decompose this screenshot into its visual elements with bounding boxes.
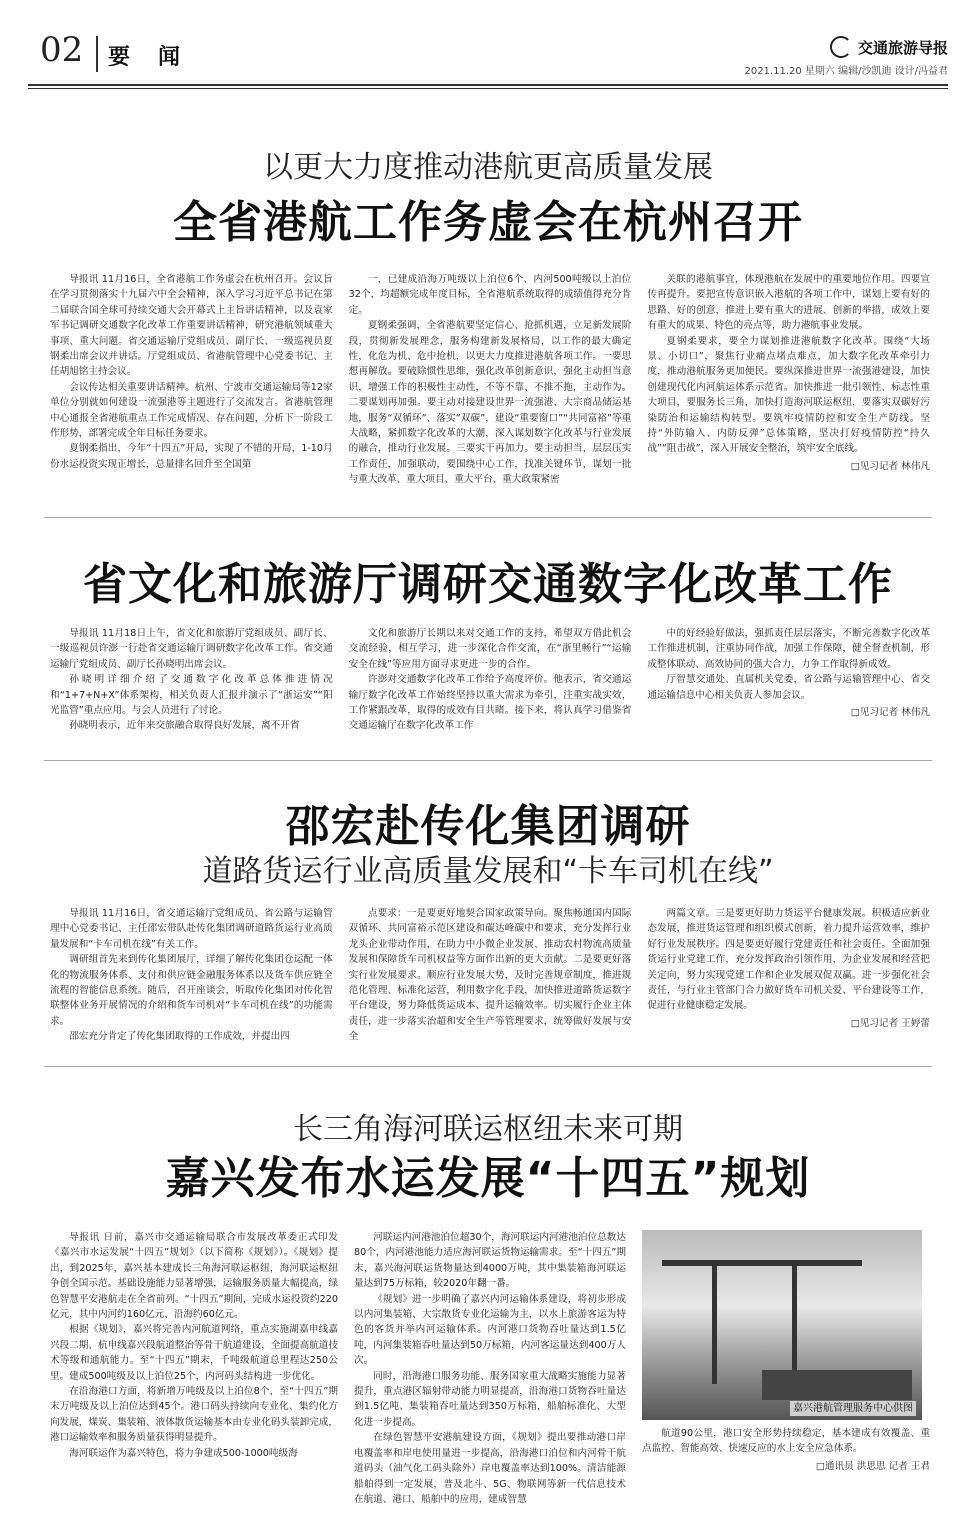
divider-2 xyxy=(44,760,932,761)
article-1-col-3: 关联的港航事宜，体现港航在发展中的重要地位作用。四要宣传再提升。要把宣传意识嵌入港航的各项工作中，谋划上要有好的思路、好的创意，推进上要有重大的进展、创新的举措，成效上要有重大的成果、特色的亮点等，助力港航事业发展。 夏钢柔要求，要全力谋划推进港航数字化改革。围绕“大场景、小切口”，聚焦行业痛点堵点难点，加大数字化改革牵引力度，推动港航服务更加便民。要纵深推进世界一流强港建设，加快创建现代化内河航运体系示范省。加快推进一批引领性、标志性重大项目，要服务长三角，加快打造海河联运枢纽，要落实双碳好污染防治和运输结构转型。要筑牢疫情防控和安全生产防线。坚持“外防输入、内防反弹”总体策略，坚决打好疫情防控“持久战”“阻击战”，深入开展安全整治，筑牢安全底线。 □见习记者 林伟凡 xyxy=(647,272,930,502)
header-rule xyxy=(28,84,948,86)
article-1-subtitle: 以更大力度推动港航更高质量发展 xyxy=(263,150,713,185)
divider-1 xyxy=(44,517,932,518)
divider-3 xyxy=(44,1066,932,1067)
section-name: 要闻 xyxy=(108,45,209,70)
article-1-body xyxy=(50,272,930,502)
article-3-body xyxy=(50,906,930,1042)
page-header xyxy=(0,0,976,92)
port-crane-photo xyxy=(642,1230,922,1420)
article-1-col-2: 一，已建成沿海万吨级以上泊位6个、内河500吨级以上泊位32个，均超额完成年度目标，全省港航系统取得的成绩值得充分肯定。 夏钢柔强调，全省港航要坚定信心、抢抓机遇，立足新发展阶段，贯彻新发展理念，服务构建新发展格局，以工作的最大确定性，化危为机、危中抢机，以更大力度推进港航各项工作。一要思想再解放。要破除惯性思维，强化改革创新意识，强化主动担当意识，增强工作的积极性主动性，不等不靠、不推不拖，主动作为。二要谋划再加强。要主动对接建设世界一流强港、大宗商品储运基地，服务“双循环”、落实“双碳”，建设“重要窗口”“共同富裕”等重大战略，紧抓数字化改革的大潮，深入谋划数字化改革与行业发展的融合，推动行业发展。三要实干再加力。要主动担当，层层压实工作责任，加强联动，要围绕中心工作，找准关键环节，谋划一批与重大改革、重大项目、重大平台、重大政策紧密 xyxy=(348,274,632,486)
article-1-title: 全省港航工作务虚会在杭州召开 xyxy=(173,197,803,248)
article-3-byline: □见习记者 王婷蕾 xyxy=(850,1017,931,1029)
article-4-col-2: 河联运内河港池泊位超30个，海河联运内河港池泊位总数达80个，内河港池能力适应海河联运货物运输需求。至“十四五”期末，嘉兴海河联运货物量达到4000万吨，其中集装箱海河联运量达到75万标箱，较2020年翻一番。 《规划》进一步明确了嘉兴内河运输体系建设，将初步形成以内河集装箱、大宗散货专业化运输为主，以水上旅游客运为特色的客货并举内河运输体系。内河港口货物吞吐量达到1.5亿吨，内河集装箱吞吐量达到50万标箱，内河客运量达到400万人次。 同时，沿海港口服务功能、服务国家重大战略实施能力显著提升，重点港区辐射带动能力明显提高，沿海港口货物吞吐量达到1.5亿吨、集装箱吞吐量达到350万标箱，船舶标准化、大型化进一步提高。 在绿色智慧平安港航建设方面，《规划》提出要推动港口岸电覆盖率和岸电使用量进一步提高，沿海港口泊位和内河骨干航道码头（油气化工码头除外）岸电覆盖率达到100%。清洁能源船舶得到一定发展，普及北斗、5G、物联网等新一代信息技术在航道、港口、船舶中的应用，建成智慧 xyxy=(354,1232,626,1505)
brand-logo-icon xyxy=(830,36,852,58)
article-1-byline: □见习记者 林伟凡 xyxy=(850,460,931,472)
article-2-title: 省文化和旅游厅调研交通数字化改革工作 xyxy=(83,559,893,610)
article-4-col-3: 嘉兴港航管理服务中心供图 航道90公里，港口安全形势持续稳定，基本建成有效覆盖、重点监控、智能高效、快速反应的水上安全应急体系。 □通讯员 洪思思 记者 王君 xyxy=(642,1230,930,1498)
header-rule-thin xyxy=(28,88,948,89)
page-number: 02 xyxy=(40,30,84,70)
article-3-col-2: 点要求：一是要更好地契合国家政策导向。聚焦畅通国内国际双循环、共同富裕示范区建设和碳达峰碳中和要求，充分发挥行业龙头企业带动作用，在助力中小微企业发展、推动农村物流高质量发展和保障货车司机权益等方面作出新的更大贡献。二是要更好落实行业发展要求。顺应行业发展大势，及时完善规章制度，推进规范化管理、标准化运营，利用数字化手段，加快推进道路货运数字平台建设，努力降低货运成本、提升运输效率。切实履行企业主体责任，进一步落实治超和安全生产等管理要求，统筹做好发展与安全 xyxy=(348,908,632,1043)
dateline: 2021.11.20 星期六 编辑/沙凯迪 设计/冯益君 xyxy=(744,66,948,77)
article-2-col-3: 中的好经验好做法，强抓责任层层落实，不断完善数字化改革工作推进机制，注重协同作战，加强工作保障，健全督查机制，形成整体联动、高效协同的强大合力，力争工作取得新成效。 厅智慧交通处、直属机关党委，省公路与运输管理中心、省交通运输信息中心相关负责人参加会议。 □见习记者 林伟凡 xyxy=(647,626,930,734)
photo-caption: 嘉兴港航管理服务中心供图 xyxy=(790,1401,916,1416)
article-3-subtitle: 道路货运行业高质量发展和“卡车司机在线” xyxy=(202,854,774,889)
article-2-byline: □见习记者 林伟凡 xyxy=(850,707,931,719)
article-4-col-1: 导报讯 日前，嘉兴市交通运输局联合市发展改革委正式印发《嘉兴市水运发展“十四五”规划》（以下简称《规划》）。《规划》提出，到2025年，嘉兴基本建成长三角海河联运枢纽，海河联运枢纽争创全国示范。基础设施能力显著增强，运输服务质量大幅提高，绿色智慧平安港航走在全省前列。“十四五”期间，完成水运投资约220亿元，其中内河约160亿元、沿海约60亿元。 根据《规划》，嘉兴将完善内河航道网络，重点实施湖嘉申线嘉兴段二期、杭申线嘉兴段航道整治等骨干航道建设，全面提高航道技术等级和通航能力。至“十四五”期末，千吨级航道总里程达250公里。建成500吨级及以上泊位25个，内河码头结构进一步优化。 在沿海港口方面，将新增万吨级及以上泊位8个，至“十四五”期末万吨级及以上泊位达到45个。港口码头持续向专业化、集约化方向发展，煤炭、集装箱、液体散货运输基本由专业化码头装卸完成，港口运输效率和服务质量获得明显提升。 海河联运作为嘉兴特色，将力争建成500-1000吨级海 xyxy=(50,1232,338,1459)
article-2-body xyxy=(50,626,930,734)
article-1-col-1: 导报讯 11月16日，全省港航工作务虚会在杭州召开。会议旨在学习贯彻落实十九届六中全会精神，深入学习习近平总书记在第二届联合国全球可持续交通大会开幕式上主旨讲话精神，以及袁家军书记调研交通数字化改革工作重要讲话精神，研究港航领域重大事项、重大问题。省交通运输厅党组成员、副厅长、一级巡视员夏钢柔出席会议并讲话。厅党组成员、省港航管理中心党委书记、主任胡旭铭主持会议。 会议传达相关重要讲话精神。杭州、宁波市交通运输局等12家单位分别就如何建设一流强港等主题进行了交流发言。省港航管理中心通报全省港航重点工作完成情况、存在问题，分析下一阶段工作形势，部署完成全年目标任务要求。 夏钢柔指出，今年“十四五”开局，实现了不错的开局，1-10月份水运投资实现正增长，总量排名回升至全国第 xyxy=(50,274,333,470)
article-3-col-1: 导报讯 11月16日，省交通运输厅党组成员、省公路与运输管理中心党委书记、主任邵宏带队赴传化集团调研道路货运行业高质量发展和“卡车司机在线”有关工作。 调研组首先来到传化集团展厅，详细了解传化集团仓运配一体化的物流服务体系、支付和供应链金融服务体系以及货车供应链全流程的智能信息系统。随后，召开座谈会，听取传化集团对传化智联整体业务开展情况的介绍和货车司机对“卡车司机在线”的功能需求。 邵宏充分肯定了传化集团取得的工作成效，并提出四 xyxy=(50,908,333,1043)
article-4-body xyxy=(50,1230,930,1505)
brand xyxy=(830,36,948,58)
article-4-title: 嘉兴发布水运发展“十四五”规划 xyxy=(165,1153,811,1204)
article-3-title: 邵宏赴传化集团调研 xyxy=(285,801,691,852)
header-divider xyxy=(96,36,98,72)
brand-name: 交通旅游导报 xyxy=(857,38,948,57)
article-2-col-1: 导报讯 11月18日上午，省文化和旅游厅党组成员、副厅长、一级巡视员许澎一行赴省交通运输厅调研数字化改革工作。省交通运输厅党组成员、副厅长孙晓明出席会议。 孙晓明详细介绍了交通数字化改革总体推进情况和“1+7+N+X”体系架构，相关负责人汇报并演示了“浙运安”“阳光监管”重点应用。与会人员进行了讨论。 孙晓明表示，近年来交旅融合取得良好发展，离不开省 xyxy=(50,628,333,732)
article-2-col-2: 文化和旅游厅长期以来对交通工作的支持，希望双方借此机会交流经验，相互学习，进一步深化合作交流，在“浙里畅行”“运输安全在线”等应用方面寻求更进一步的合作。 许澎对交通数字化改革工作给予高度评价。他表示，省交通运输厅数字化改革工作始终坚持以重大需求为牵引，注重实战实效，工作紧跟改革，取得的成效有目共睹。接下来，将认真学习借鉴省交通运输厅在数字化改革工作 xyxy=(348,628,632,732)
article-4-subtitle: 长三角海河联运枢纽未来可期 xyxy=(293,1112,683,1147)
article-3-col-3: 两篇文章。三是要更好助力货运平台健康发展。积极适应新业态发展，推进货运管理和组织模式创新，着力提升运营效率，维护好行业发展秩序。四是要更好履行党建责任和社会责任。全面加强货运行业党建工作，充分发挥政治引领作用，为企业发展和经营把关定向，努力实现党建工作和企业发展双促双赢。进一步强化社会责任，与行业主管部门合力做好货车司机关爱、平台建设等工作，促进行业健康稳定发展。 □见习记者 王婷蕾 xyxy=(647,906,930,1042)
article-4-byline: □通讯员 洪思思 记者 王君 xyxy=(815,1460,930,1472)
